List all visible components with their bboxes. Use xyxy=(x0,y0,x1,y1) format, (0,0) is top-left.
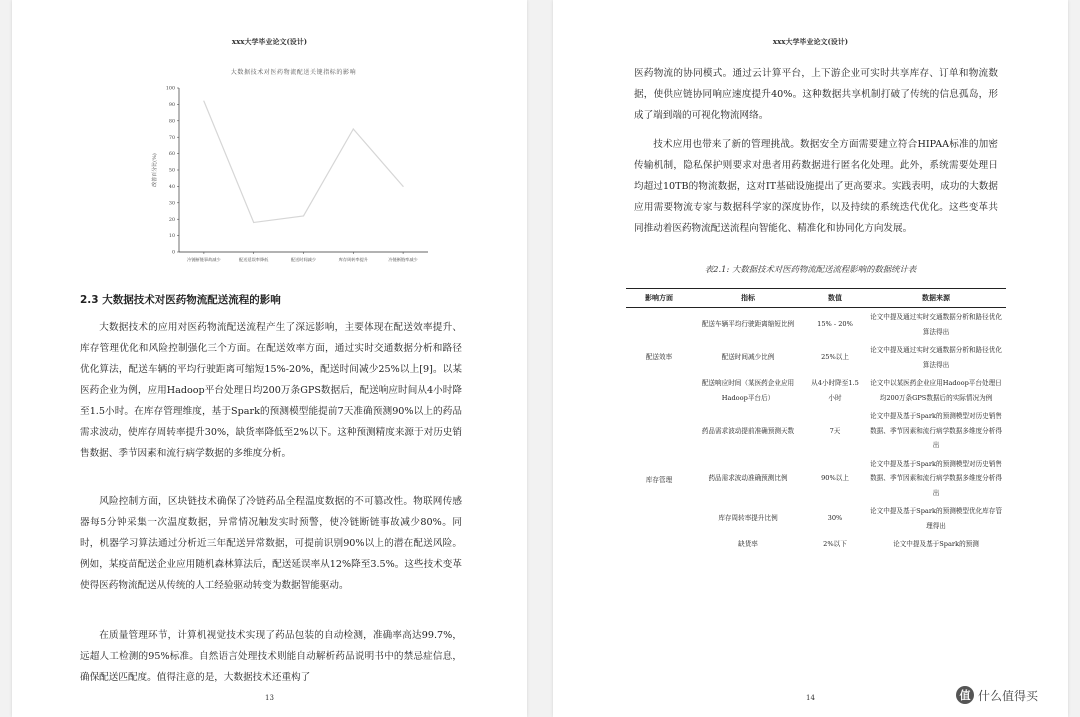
chart-title: 大数据技术对医药物流配送关键指标的影响 xyxy=(230,69,357,76)
y-tick-label: 0 xyxy=(171,250,175,256)
source-cell: 论文中提及通过实时交通数据分析和路径优化算法得出 xyxy=(870,346,1002,369)
brand-logo-icon: 值 xyxy=(956,686,974,704)
x-tick-label: 冷链断链率减少 xyxy=(388,257,418,262)
left-page xyxy=(12,0,527,717)
source-cell: 论文中以某医药企业应用Hadoop平台处理日均200万条GPS数据后的实际情况为例 xyxy=(870,379,1002,402)
source-cell: 论文中提及基于Spark的预测模型对历史销售数据、季节因素和流行病学数据多维度分析得出 xyxy=(870,459,1002,497)
running-header: xxx大学毕业论文(设计) xyxy=(772,37,849,46)
table-caption: 表2.1: 大数据技术对医药物流配送流程影响的数据统计表 xyxy=(704,264,917,274)
table-row xyxy=(626,407,1006,455)
y-tick-label: 10 xyxy=(168,234,175,240)
source-cell: 论文中提及基于Spark的预测 xyxy=(893,540,979,548)
column-header: 指标 xyxy=(692,289,804,308)
value-cell: 从4小时降至1.5小时 xyxy=(811,379,859,402)
page-number: 13 xyxy=(265,694,274,702)
y-tick-label: 90 xyxy=(168,103,175,108)
body-paragraph: 技术应用也带来了新的管理挑战。数据安全方面需要建立符合HIPAA标准的加密传输机制，隐私保护则要求对患者用药数据进行匿名化处理。此外，系统需要处理日均超过10TB的物流数据，这对IT基础设施提出了更高要求。实践表明，成功的大数据应用需要物流专家与数据科学家的深度协作，以及持续的系统迭代优化。这些变革共同推动着医药物流配送流程向智能化、精准化和协同化方向发展。 xyxy=(634,139,998,234)
value-cell: 90%以上 xyxy=(821,474,849,482)
indicator-cell: 库存周转率提升比例 xyxy=(718,514,778,523)
data-point xyxy=(353,128,354,129)
body-paragraph: 医药物流的协同模式。通过云计算平台，上下游企业可实时共享库存、订单和物流数据，使供应链协同响应速度提升40%。这种数据共享机制打破了传统的信息孤岛，形成了端到端的可视化物流网络。 xyxy=(634,68,998,121)
table-header-row xyxy=(626,289,1006,308)
value-cell: 25%以上 xyxy=(821,353,849,362)
page-number: 14 xyxy=(806,694,815,702)
data-point xyxy=(203,101,204,102)
body-paragraph: 风险控制方面，区块链技术确保了冷链药品全程温度数据的不可篡改性。物联网传感器每5分钟采集一次温度数据，异常情况触发实时预警，使冷链断链事故减少80%。同时，机器学习算法通过分析近三年配送异常数据，可提前识别90%以上的潜在配送风险。例如，某疫苗配送企业应用随机森林算法后，配送延误率从12%降至3.5%。这些技术变革使得医药物流配送从传统的人工经验驱动转变为数据智能驱动。 xyxy=(80,496,462,591)
value-cell: 7天 xyxy=(829,426,841,435)
aspect-cell: 库存管理 xyxy=(645,476,673,484)
x-tick-label: 库存周转率提升 xyxy=(338,257,368,262)
x-tick-label: 配送延误率降低 xyxy=(239,257,269,262)
x-tick-label: 配送时间减少 xyxy=(290,257,317,262)
y-tick-label: 50 xyxy=(168,168,175,174)
value-cell: 15% - 20% xyxy=(817,320,853,329)
indicator-cell: 药品需求波动提前准确预测天数 xyxy=(701,426,795,435)
body-paragraph: 在质量管理环节，计算机视觉技术实现了药品包装的自动检测，准确率高达99.7%，远超人工检测的95%标准。自然语言处理技术则能自动解析药品说明书中的禁忌症信息，确保配送匹配度。值得注意的是，大数据技术还重构了 xyxy=(80,630,462,683)
value-cell: 30% xyxy=(827,514,843,523)
column-header: 数值 xyxy=(804,289,866,308)
source-cell: 论文中提及基于Spark的预测模型对历史销售数据、季节因素和流行病学数据多维度分析得出 xyxy=(870,412,1002,449)
table-row xyxy=(626,308,1006,342)
y-axis-label: 改善百分比(%) xyxy=(152,153,158,187)
y-tick-label: 30 xyxy=(168,201,175,207)
line-chart xyxy=(136,62,432,276)
column-header: 影响方面 xyxy=(626,289,692,308)
y-tick-label: 70 xyxy=(168,135,175,141)
aspect-cell: 配送效率 xyxy=(645,353,673,362)
data-point xyxy=(403,186,404,187)
y-tick-label: 60 xyxy=(168,152,175,158)
right-page xyxy=(553,0,1068,717)
data-point xyxy=(303,215,304,216)
data-point xyxy=(253,222,254,223)
indicator-cell: 药品需求波动准确预测比例 xyxy=(708,474,788,482)
indicator-cell: 配送时间减少比例 xyxy=(721,353,775,362)
statistics-table xyxy=(626,288,1006,554)
value-cell: 2%以下 xyxy=(823,540,847,548)
source-cell: 论文中提及基于Spark的预测模型优化库存管理得出 xyxy=(870,507,1002,530)
watermark xyxy=(956,686,1038,704)
series-line xyxy=(204,101,403,222)
body-paragraph: 大数据技术的应用对医药物流配送流程产生了深远影响，主要体现在配送效率提升、库存管理优化和风险控制强化三个方面。在配送效率方面，通过实时交通数据分析和路径优化算法，配送车辆的平均行驶距离可缩短15%-20%，配送时间减少25%以上[9]。以某医药企业为例，应用Hadoop平台处理日均200万条GPS数据后，配送响应时间从4小时降至1.5小时。在库存管理维度，基于Spark的预测模型能提前7天准确预测90%以上的药品需求波动，使库存周转率提升30%，缺货率降低至2%以下。这种预测精度来源于对历史销售数据、季节因素和流行病学数据的多维度分析。 xyxy=(80,322,462,459)
indicator-cell: 配送车辆平均行驶距离缩短比例 xyxy=(701,320,795,329)
y-tick-label: 20 xyxy=(168,217,175,223)
y-tick-label: 100 xyxy=(165,86,175,92)
section-heading: 2.3 大数据技术对医药物流配送流程的影响 xyxy=(80,294,281,306)
y-tick-label: 40 xyxy=(168,185,175,190)
running-header: xxx大学毕业论文(设计) xyxy=(231,37,308,46)
x-tick-label: 冷链断链事故减少 xyxy=(187,257,221,262)
indicator-cell: 缺货率 xyxy=(738,540,758,548)
y-tick-label: 80 xyxy=(168,119,175,125)
watermark-text: 什么值得买 xyxy=(978,688,1039,703)
indicator-cell: 配送响应时间（某医药企业应用Hadoop平台后） xyxy=(701,379,795,402)
source-cell: 论文中提及通过实时交通数据分析和路径优化算法得出 xyxy=(870,313,1002,336)
column-header: 数据来源 xyxy=(866,289,1006,308)
